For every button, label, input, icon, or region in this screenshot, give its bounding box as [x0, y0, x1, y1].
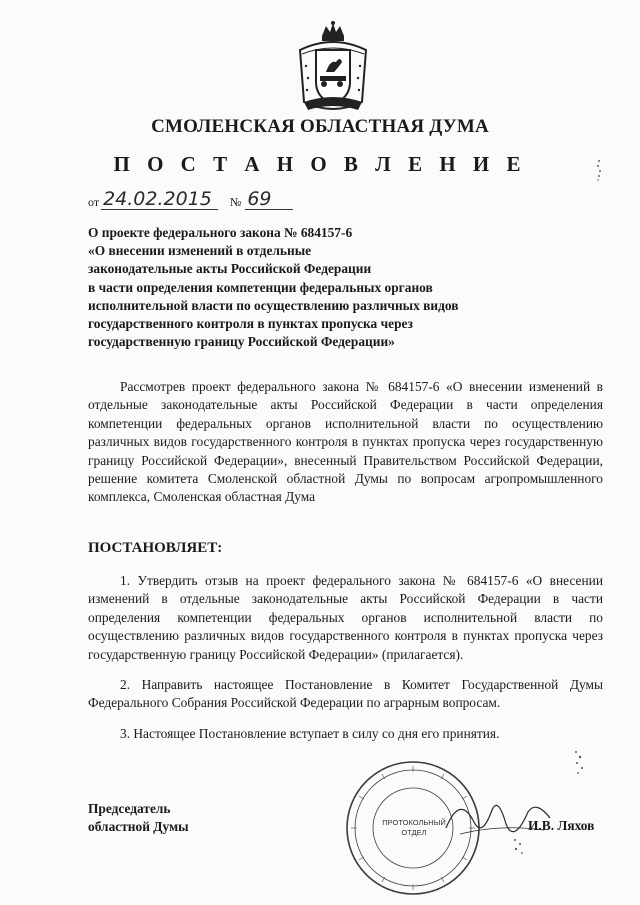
margin-mark	[594, 158, 604, 182]
subject-line: в части определения компетенции федеральных органов	[88, 279, 433, 295]
handwritten-number: 69	[245, 189, 293, 210]
resolution-item: 1. Утвердить отзыв на проект федерального закона № 684157-6 «О внесении изменений в отдельные законодательные акты Российской Федерации в части определения компетенции федеральных органов исполнительной власти по осуществлению различных видов государственного контроля в пунктах пропуска через государственную границу Российской Федерации» (прилагается).	[88, 573, 603, 662]
organization-title: СМОЛЕНСКАЯ ОБЛАСТНАЯ ДУМА	[151, 116, 489, 137]
subject-line: законодательные акты Российской Федерации	[88, 261, 372, 277]
subject-line: исполнительной власти по осуществлению различных видов	[88, 297, 459, 313]
signer-name: И.В. Ляхов	[528, 818, 595, 833]
subject-line: «О внесении изменений в отдельные	[88, 243, 312, 259]
resolution-items	[88, 572, 603, 743]
date-prefix: от	[88, 195, 100, 209]
signer-title	[88, 800, 189, 837]
date-number-line	[88, 186, 293, 210]
signer-title-line: областной Думы	[88, 819, 189, 835]
preamble-block	[88, 378, 603, 507]
subject-line: О проекте федерального закона № 684157-6	[88, 225, 353, 240]
resolution-item: 3. Настоящее Постановление вступает в силу со дня его принятия.	[120, 725, 500, 741]
document-type-heading: П О С Т А Н О В Л Е Н И Е	[113, 152, 527, 176]
subject-line: государственного контроля в пунктах пропуска через	[88, 316, 413, 332]
signer-title-line: Председатель	[88, 801, 171, 816]
margin-mark	[570, 748, 588, 776]
seal-label-line: ОТДЕЛ	[401, 828, 427, 837]
resolution-item: 2. Направить настоящее Постановление в Комитет Государственной Думы Федерального Собрания Российской Федерации по аграрным вопросам.	[88, 677, 603, 711]
subject-line: государственную границу Российской Федерации»	[88, 334, 395, 350]
number-prefix: №	[229, 195, 242, 209]
handwritten-date: 24.02.2015	[101, 189, 218, 210]
preamble-paragraph: Рассмотрев проект федерального закона № 684157-6 «О внесении изменений в отдельные законодательные акты Российской Федерации в части определения компетенции федеральных органов исполнительной власти по осуществлению различных видов государственного контроля в пунктах пропуска через государственную границу Российской Федерации», внесенный Правительством Российской Федерации, решение комитета Смоленской областной Думы по вопросам агропромышленного комплекса, Смоленская областная Дума	[88, 379, 603, 505]
seal-label-line: ПРОТОКОЛЬНЫЙ	[382, 818, 446, 827]
document-subject	[88, 224, 528, 351]
margin-mark	[510, 836, 528, 858]
coat-of-arms-emblem	[296, 20, 370, 116]
resolve-heading: ПОСТАНОВЛЯЕТ:	[88, 540, 223, 556]
